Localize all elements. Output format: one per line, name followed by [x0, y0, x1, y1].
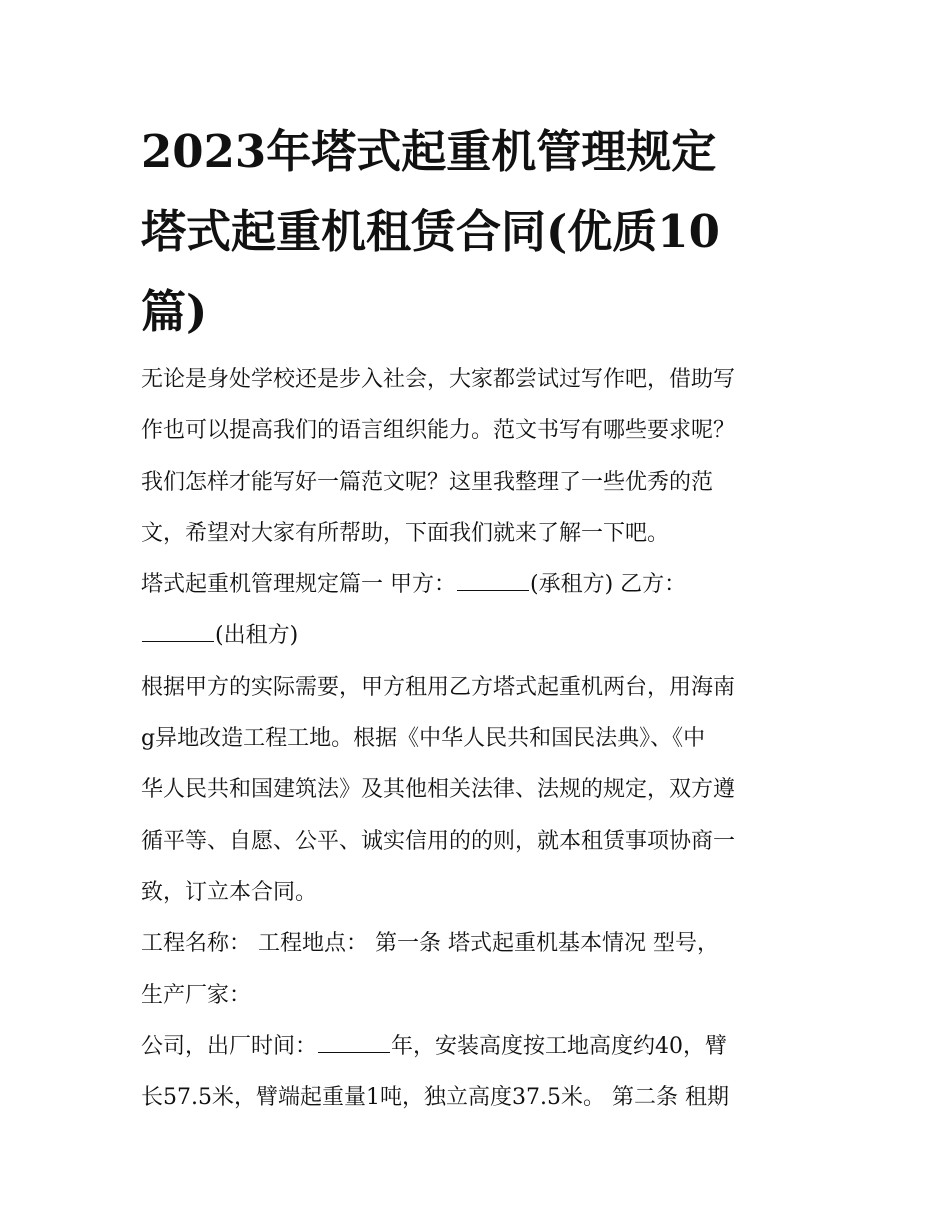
- fill-in-blank: [318, 1036, 390, 1053]
- body-text: 致，订立本合同。: [141, 879, 318, 905]
- fill-in-blank: [142, 625, 214, 642]
- body-line: [141, 713, 813, 764]
- body-line: [141, 662, 813, 713]
- body-line: [141, 867, 813, 918]
- body-line: [141, 1021, 813, 1072]
- body-line: [141, 816, 813, 867]
- body-text: g异地改造工程工地。根据《中华人民共和国民法典》、《中: [141, 726, 706, 752]
- body-text: (承租方) 乙方：: [530, 572, 687, 598]
- body-line: [141, 918, 813, 969]
- document-body: [141, 354, 813, 1123]
- body-line: [141, 1072, 813, 1123]
- body-line: [141, 354, 813, 405]
- body-line: [141, 764, 813, 815]
- body-text: 作也可以提高我们的语言组织能力。范文书写有哪些要求呢？: [141, 418, 736, 444]
- body-text: 长57.5米，臂端起重量1吨，独立高度37.5米。 第二条 租期: [141, 1085, 729, 1111]
- body-text: 无论是身处学校还是步入社会，大家都尝试过写作吧，借助写: [141, 367, 736, 392]
- body-text: 年，安装高度按工地高度约40，臂: [391, 1033, 728, 1059]
- body-text: 根据甲方的实际需要，甲方租用乙方塔式起重机两台，用海南: [141, 674, 736, 700]
- title-line: 塔式起重机租赁合同(优质10: [141, 205, 720, 258]
- body-line: [141, 610, 813, 661]
- body-line: [141, 457, 813, 508]
- body-text: (出租方): [215, 623, 299, 649]
- document-title: [141, 112, 821, 352]
- body-text: 塔式起重机管理规定篇一 甲方：: [141, 572, 456, 598]
- body-text: 公司，出厂时间：: [141, 1033, 318, 1059]
- body-text: 文，希望对大家有所帮助，下面我们就来了解一下吧。: [141, 520, 670, 546]
- body-text: 华人民共和国建筑法》及其他相关法律、法规的规定，双方遵: [141, 777, 736, 803]
- body-line: [141, 559, 813, 610]
- body-text: 循平等、自愿、公平、诚实信用的的则，就本租赁事项协商一: [141, 828, 736, 854]
- body-line: [141, 405, 813, 456]
- fill-in-blank: [457, 574, 529, 591]
- title-line: 篇): [141, 285, 208, 338]
- body-line: [141, 508, 813, 559]
- body-line: [141, 970, 813, 1021]
- body-text: 我们怎样才能写好一篇范文呢？这里我整理了一些优秀的范: [141, 469, 714, 495]
- body-text: 生产厂家：: [141, 982, 252, 1008]
- title-line: 2023年塔式起重机管理规定: [141, 125, 717, 178]
- body-text: 工程名称： 工程地点： 第一条 塔式起重机基本情况 型号，: [141, 931, 719, 957]
